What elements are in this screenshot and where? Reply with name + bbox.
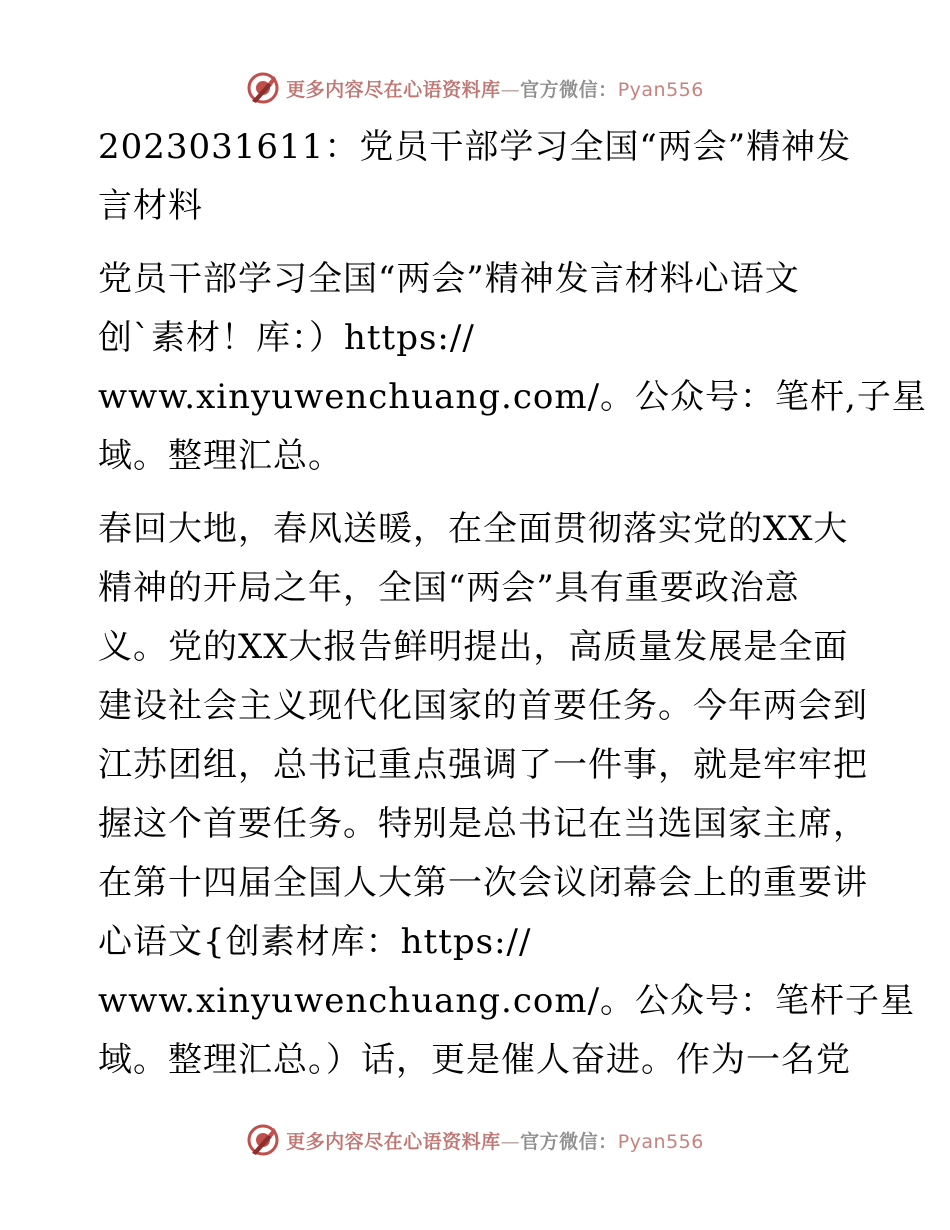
- document-body: [98, 118, 927, 1090]
- banner-label: 官方微信：: [520, 78, 618, 101]
- paragraph-line: 创`素材！库：）https://: [98, 318, 475, 358]
- paragraph-line: 在第十四届全国人大第一次会议闭幕会上的重要讲: [98, 863, 868, 903]
- paragraph-line: www.xinyuwenchuang.com/。公众号：笔杆,子星: [98, 377, 927, 417]
- paragraph-line: 域。整理汇总。）话，更是催人奋进。作为一名党: [98, 1040, 851, 1080]
- footer-banner-text: [286, 1127, 704, 1154]
- paragraph-line: 党员干部学习全国“两会”精神发言材料心语文: [98, 259, 800, 299]
- banner-wechat-id: Pyan556: [617, 1130, 704, 1153]
- document-title: [98, 118, 858, 236]
- title-line: 2023031611：党员干部学习全国“两会”精神发: [98, 127, 852, 167]
- paragraph-line: 心语文{创素材库：https://: [98, 922, 532, 962]
- pen-logo-icon: [246, 71, 280, 105]
- paragraph-line: 建设社会主义现代化国家的首要任务。今年两会到: [98, 686, 868, 726]
- title-line: 言材料: [98, 186, 203, 226]
- banner-separator: —: [500, 78, 521, 101]
- paragraph-line: 江苏团组，总书记重点强调了一件事，就是牢牢把: [98, 745, 868, 785]
- banner-wechat-id: Pyan556: [617, 78, 704, 101]
- paragraph-line: 义。党的XX大报告鲜明提出，高质量发展是全面: [98, 627, 849, 667]
- paragraph-line: 握这个首要任务。特别是总书记在当选国家主席，: [98, 804, 868, 844]
- paragraph-intro: [98, 250, 927, 486]
- paragraph-line: www.xinyuwenchuang.com/。公众号：笔杆子星: [98, 981, 916, 1021]
- paragraph-line: 精神的开局之年，全国“两会”具有重要政治意: [98, 568, 800, 608]
- pen-logo-icon: [246, 1123, 280, 1157]
- banner-main-text: 更多内容尽在心语资料库: [286, 1130, 501, 1153]
- footer-banner: [0, 1120, 950, 1160]
- paragraph-main: [98, 500, 916, 1090]
- header-banner-text: [286, 75, 704, 102]
- banner-separator: —: [500, 1130, 521, 1153]
- banner-main-text: 更多内容尽在心语资料库: [286, 78, 501, 101]
- header-banner: [0, 68, 950, 108]
- banner-label: 官方微信：: [520, 1130, 618, 1153]
- paragraph-line: 春回大地，春风送暖，在全面贯彻落实党的XX大: [98, 509, 849, 549]
- paragraph-line: 域。整理汇总。: [98, 436, 343, 476]
